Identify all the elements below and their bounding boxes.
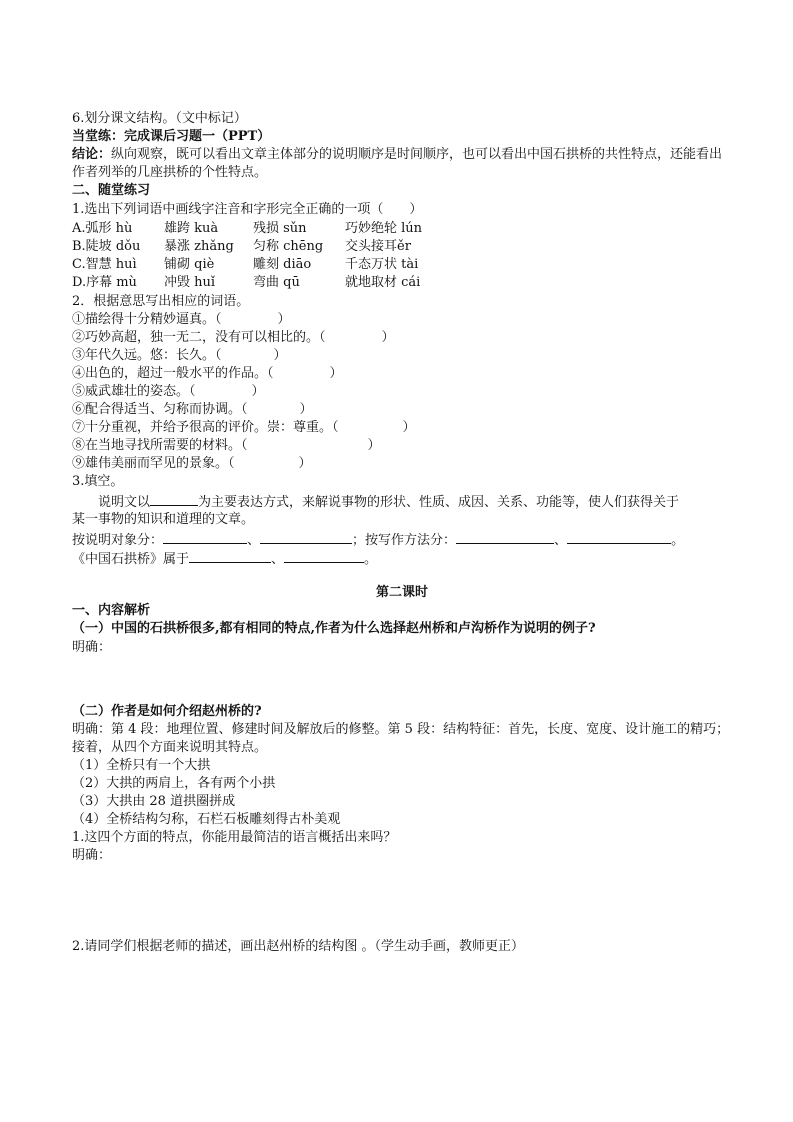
fill-line-3: 《中国石拱桥》属于 、 。: [72, 549, 377, 569]
fill-line-1b: 某一事物的知识和道理的文章。: [72, 512, 255, 527]
vocab-item: ②巧妙高超，独一无二，没有可以相比的。（ ）: [72, 330, 395, 345]
vocab-item: ⑦十分重视，并给予很高的评价。崇：尊重。（ ）: [72, 420, 416, 435]
blank[interactable]: [284, 549, 364, 563]
content-analysis-heading: 一、内容解析: [72, 603, 151, 618]
question-2: 2．根据意思写出相应的词语。: [72, 294, 250, 309]
item-6: 6.划分课文结构。（文中标记）: [72, 111, 247, 126]
option-a: A.弧形 hù 雄跨 kuà 残损 sǔn 巧妙绝轮 lún: [72, 221, 423, 236]
vocab-item: ④出色的，超过一般水平的作品。（ ）: [72, 366, 343, 381]
fill-line-2: 按说明对象分： 、 ；按写作方法分： 、 。: [72, 530, 684, 550]
vocab-item: ⑨雄伟美丽而罕见的景象。（ ）: [72, 456, 312, 471]
question-3: 3.填空。: [72, 474, 124, 489]
point-2: （2）大拱的两肩上，各有两个小拱: [72, 776, 276, 791]
blank[interactable]: [260, 530, 352, 544]
exercise-title: 二、随堂练习: [72, 183, 151, 198]
vocab-item: ⑤威武雄壮的姿态。（ ）: [72, 384, 265, 399]
fill-line-1: 说明文以 为主要表达方式，来解说事物的形状、性质、成因、关系、功能等，使人们获得关于: [98, 492, 679, 512]
subheading-2-answer: 明确：第 4 段：地理位置、修建时间及解放后的修整。第 5 段：结构特征：首先，长度、宽度、设计施工的精巧；接着，从四个方面来说明其特点。: [72, 722, 730, 755]
conclusion-text: 纵向观察，既可以看出文章主体部分的说明顺序是时间顺序，也可以看出中国石拱桥的共性特点，还能看出作者列举的几座拱桥的个性特点。: [72, 147, 723, 180]
point-1: （1）全桥只有一个大拱: [72, 758, 211, 773]
draw-question: 2.请同学们根据老师的描述，画出赵州桥的结构图 。（学生动手画，教师更正）: [72, 939, 525, 954]
answer-label-2: 明确：: [72, 848, 112, 863]
option-c: C.智慧 huì 铺砌 qiè 雕刻 diāo 千态万状 tài: [72, 257, 419, 272]
summary-question: 1.这四个方面的特点，你能用最简洁的语言概括出来吗？: [72, 830, 397, 845]
blank[interactable]: [189, 549, 271, 563]
vocab-item: ①描绘得十分精妙逼真。（ ）: [72, 312, 291, 327]
subheading-2: （二）作者是如何介绍赵州桥的?: [72, 704, 262, 719]
blank[interactable]: [456, 530, 554, 544]
option-d: D.序幕 mù 冲毁 huǐ 弯曲 qū 就地取材 cái: [72, 275, 421, 290]
conclusion: [72, 146, 732, 182]
point-4: （4）全桥结构匀称，石栏石板雕刻得古朴美观: [72, 812, 341, 827]
answer-label: 明确：: [72, 640, 112, 655]
practice-line: 当堂练：完成课后习题一（PPT）: [72, 129, 271, 144]
lesson2-title: 第二课时: [375, 585, 428, 600]
blank[interactable]: [567, 530, 671, 544]
question-1: 1.选出下列词语中画线字注音和字形完全正确的一项（ ）: [72, 202, 423, 217]
option-b: B.陡坡 dǒu 暴涨 zhǎng 匀称 chēng 交头接耳ěr: [72, 239, 411, 254]
vocab-item: ⑧在当地寻找所需要的材料。（ ）: [72, 438, 381, 453]
vocab-item: ③年代久远。悠：长久。（ ）: [72, 348, 287, 363]
conclusion-label: 结论：: [72, 147, 112, 162]
subheading-1: （一）中国的石拱桥很多,都有相同的特点,作者为什么选择赵州桥和卢沟桥作为说明的例子?: [72, 621, 596, 636]
blank[interactable]: [150, 492, 198, 506]
vocab-item: ⑥配合得适当、匀称而协调。（ ）: [72, 402, 313, 417]
point-3: （3）大拱由 28 道拱圈拼成: [72, 794, 236, 809]
blank[interactable]: [163, 530, 247, 544]
